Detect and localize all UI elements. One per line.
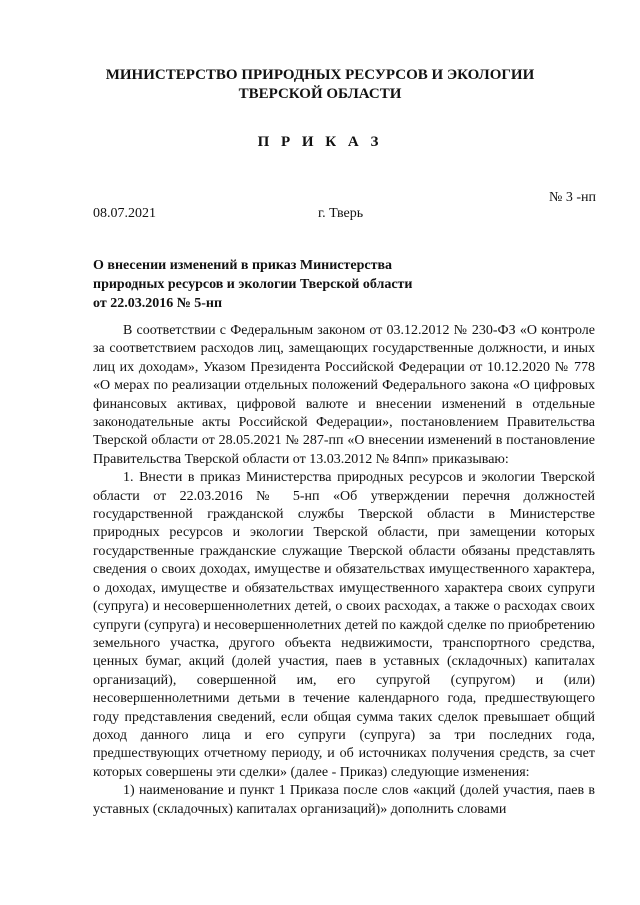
subject-line1: О внесении изменений в приказ Министерства: [93, 258, 393, 273]
ministry-name-line2: ТВЕРСКОЙ ОБЛАСТИ: [238, 86, 402, 102]
order-number: № 3 -нп: [548, 190, 596, 205]
subject-line3: от 22.03.2016 № 5-нп: [93, 296, 223, 311]
subject-line2: природных ресурсов и экологии Тверской области: [93, 277, 413, 292]
preamble-paragraph: В соответствии с Федеральным законом от 03.12.2012 № 230-ФЗ «О контроле за соответствием расходов лиц, замещающих государственные должности, и иных лиц их доходам», Указом Президента Российской Федерации от 10.12.2020 № 778 «О мерах по реализации отдельных положений Федерального закона «О цифровых финансовых активах, цифровой валюте и внесении изменений в отдельные законодательные акты Российской Федерации», постановлением Правительства Тверской области от 28.05.2021 № 287-пп «О внесении изменений в постановление Правительства Тверской области от 13.03.2012 № 84пп» приказываю:: [93, 323, 595, 467]
order-subject: [93, 256, 473, 313]
clause-1-paragraph: 1. Внести в приказ Министерства природных ресурсов и экологии Тверской области от 22.03.2016 № 5-нп «Об утверждении перечня должностей государственной гражданской службы Тверской области в Министерстве природных ресурсов и экологии Тверской области, при замещении которых государственные гражданские служащие Тверской области обязаны представлять сведения о своих доходах, имуществе и обязательствах имущественного характера, о доходах, имуществе и обязательствах имущественного характера своих супруги (супруга) и несовершеннолетних детей, о своих расходах, а также о расходах своих супруги (супруга) и несовершеннолетних детей по каждой сделке по приобретению земельного участка, другого объекта недвижимости, транспортного средства, ценных бумаг, акций (долей участия, паев в уставных (складочных) капиталах организаций), совершенной им, его супругой (супругом) и (или) несовершеннолетними детьми в течение календарного года, предшествующего году представления сведений, если общая сумма таких сделок превышает общий доход данного лица и его супруги (супруга) за три последних года, предшествующих отчетному периоду, и об источниках получения средств, за счет которых совершены эти сделки» (далее - Приказ) следующие изменения:: [93, 470, 595, 780]
subclause-1-paragraph: 1) наименование и пункт 1 Приказа после слов «акций (долей участия, паев в уставных (складочных) капиталах организаций)» дополнить словами: [93, 783, 595, 817]
order-city: г. Тверь: [318, 206, 364, 221]
ministry-name-line1: МИНИСТЕРСТВО ПРИРОДНЫХ РЕСУРСОВ И ЭКОЛОГИИ: [105, 67, 535, 83]
order-date: 08.07.2021: [93, 206, 156, 221]
order-title: П Р И К А З: [257, 134, 383, 150]
ministry-header: [60, 66, 580, 104]
order-body: [93, 322, 595, 819]
